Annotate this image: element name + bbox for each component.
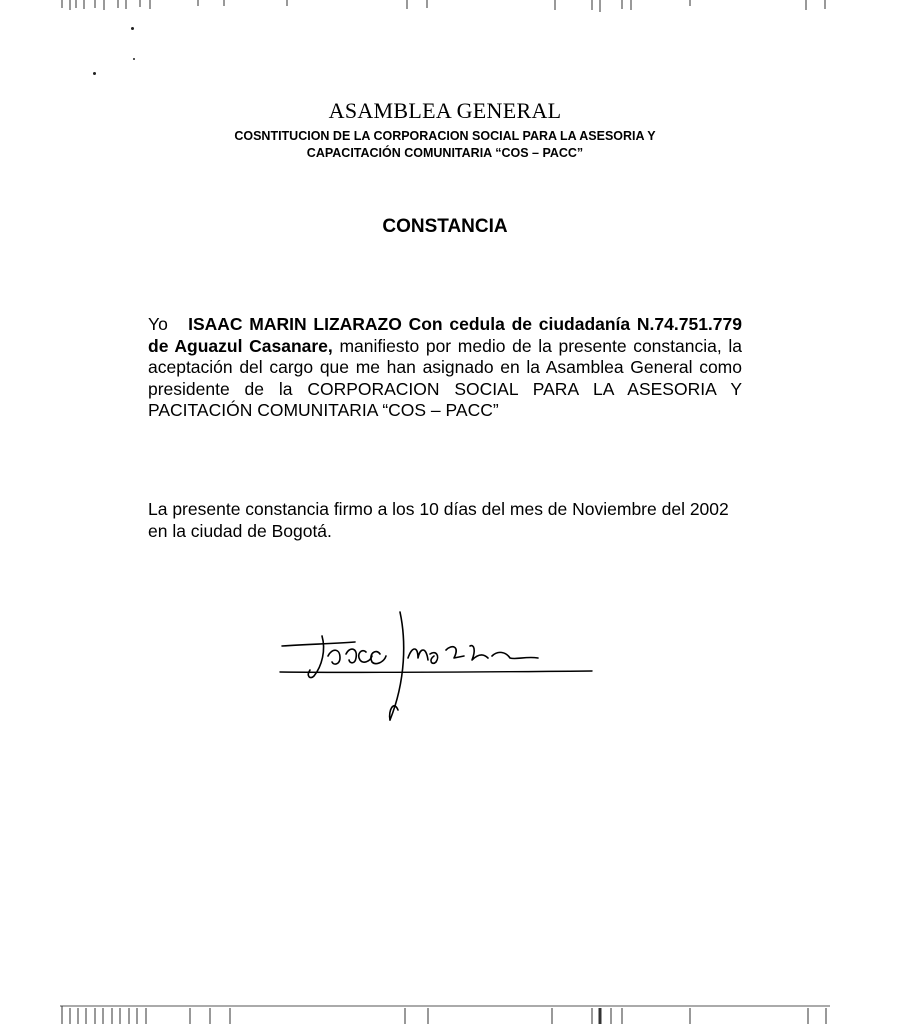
signing-date-paragraph: La presente constancia firmo a los 10 días del mes de Noviembre del 2002 en la ciudad de Bogotá. bbox=[148, 499, 729, 541]
scan-speck bbox=[93, 72, 96, 75]
constancia-heading: CONSTANCIA bbox=[382, 216, 508, 237]
subtitle-line-1: COSNTITUCION DE LA CORPORACION SOCIAL PARA LA ASESORIA Y bbox=[234, 129, 656, 143]
declaration-text: manifiesto por medio de la presente constancia, la aceptación del cargo que me han asignado en la Asamblea General como presidente de la CORPORACION SOCIAL PARA LA ASESORIA Y PACITACIÓN COMUNITARIA “COS – PACC” bbox=[148, 335, 742, 420]
scan-speck bbox=[131, 27, 134, 30]
scan-edge-bottom bbox=[0, 1002, 917, 1024]
scan-speck bbox=[133, 58, 135, 60]
document-subtitle bbox=[0, 128, 890, 162]
scan-edge-top bbox=[0, 0, 917, 14]
signature bbox=[270, 600, 600, 730]
declarant-identity: ISAAC MARIN LIZARAZO Con cedula de ciudadanía N.74.751.779 de Aguazul Casanare, bbox=[148, 314, 742, 356]
subtitle-line-2: CAPACITACIÓN COMUNITARIA “COS – PACC” bbox=[306, 146, 584, 160]
declaration-paragraph bbox=[148, 314, 742, 422]
document-title: ASAMBLEA GENERAL bbox=[328, 98, 562, 123]
declaration-lead: Yo bbox=[148, 314, 168, 334]
